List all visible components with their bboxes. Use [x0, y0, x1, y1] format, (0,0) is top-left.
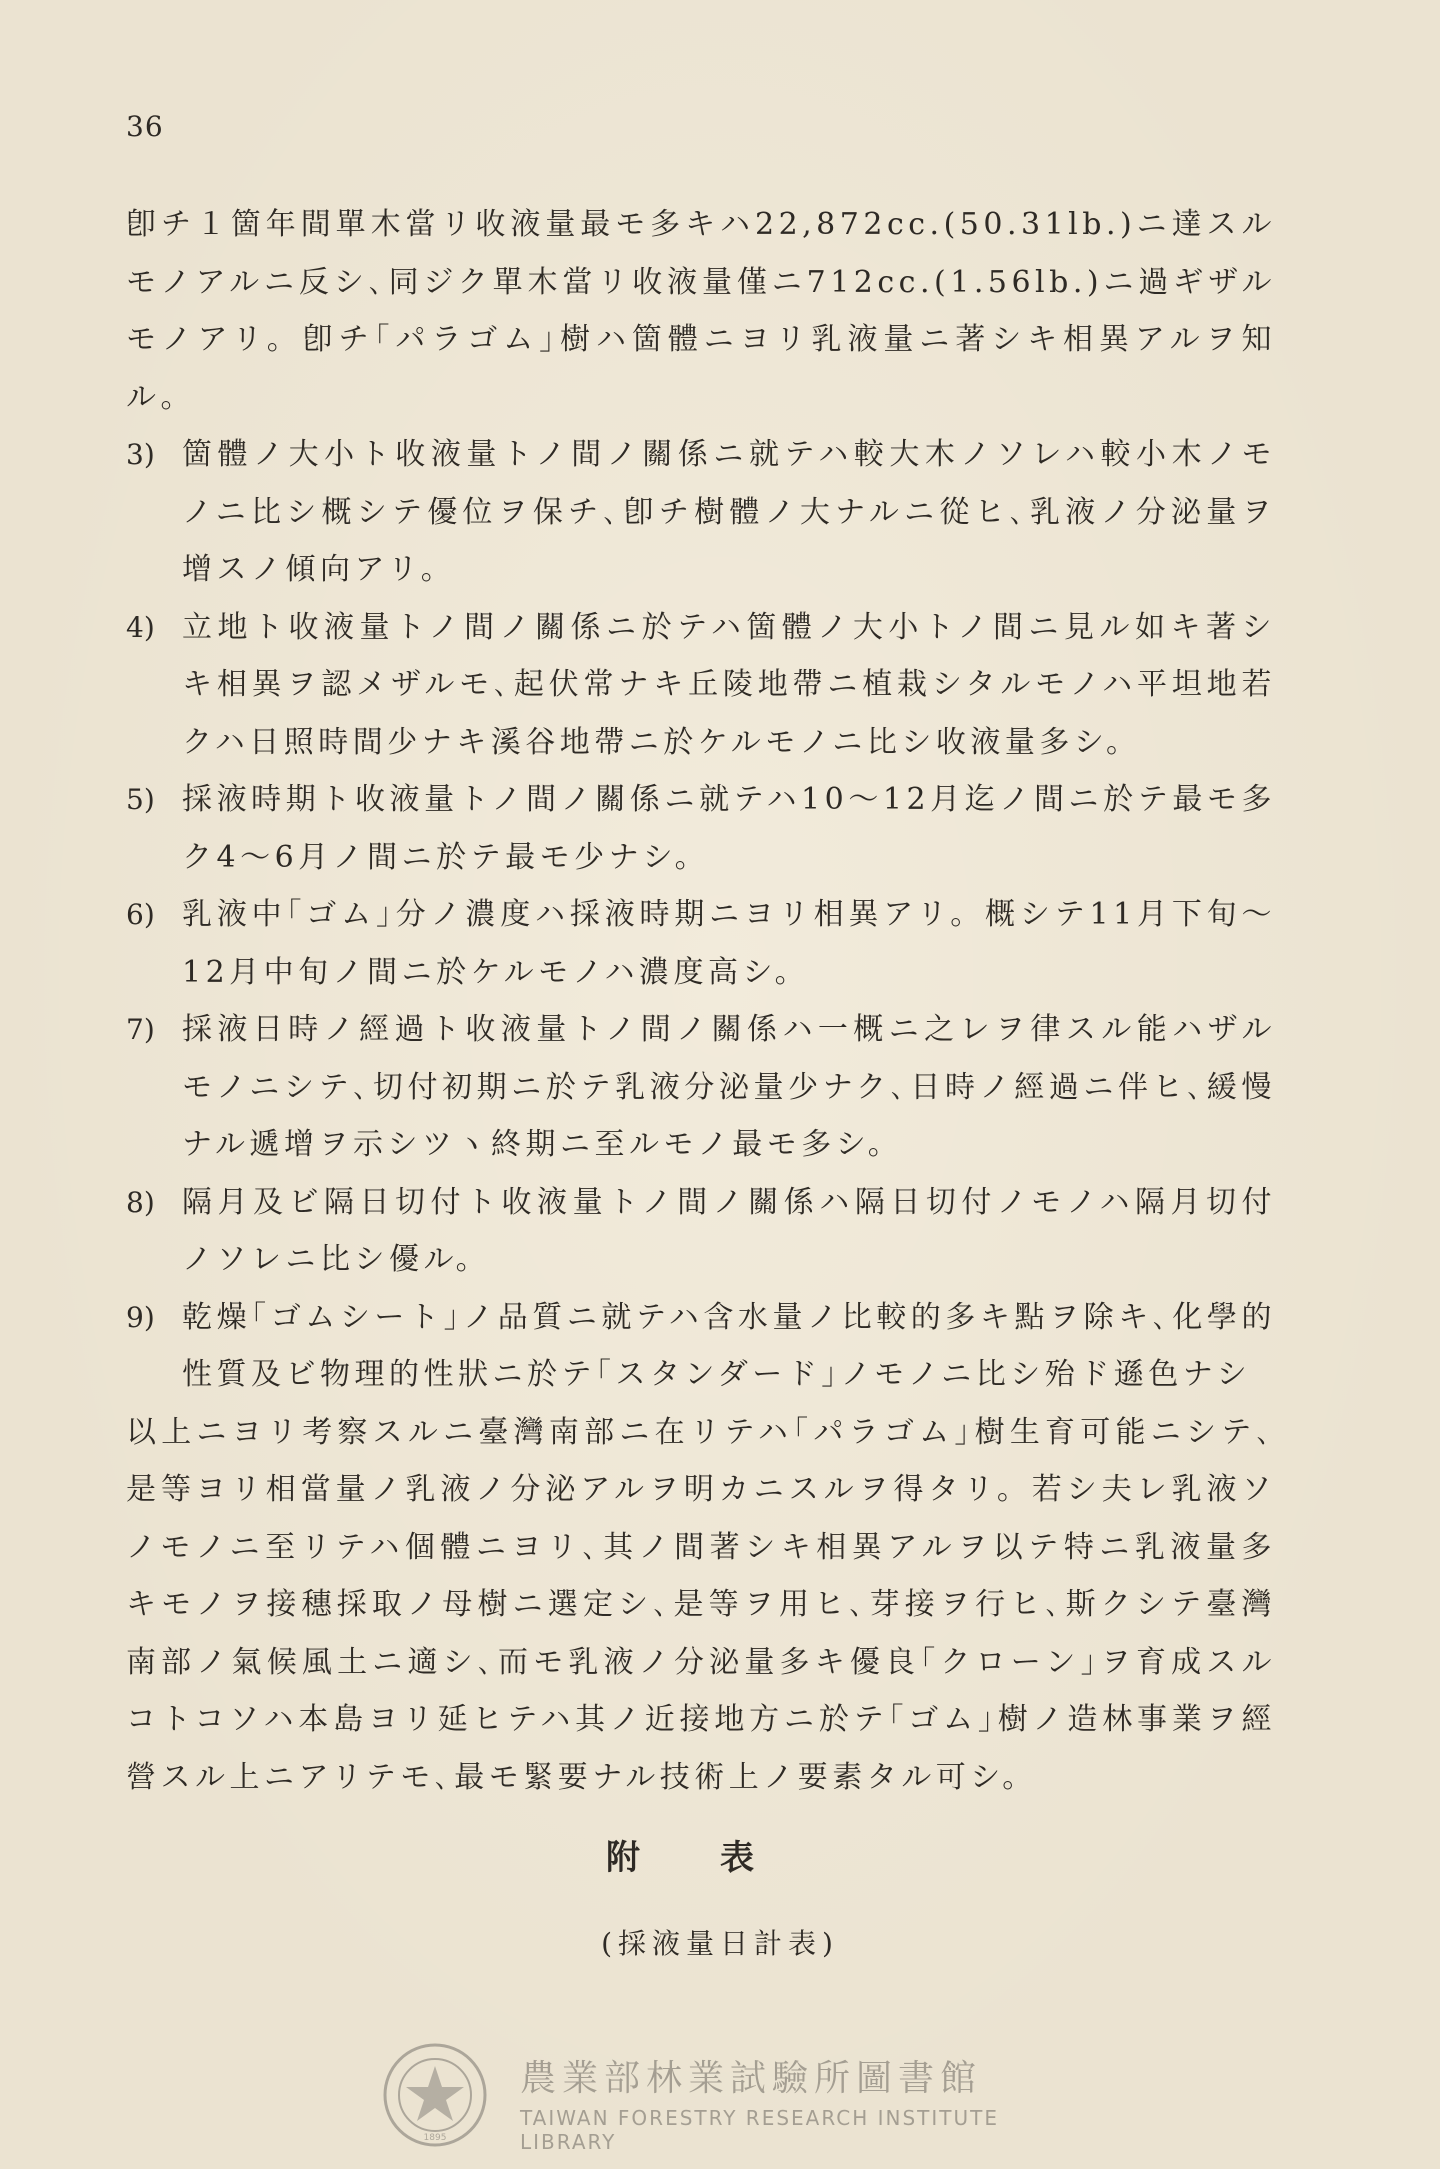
item-number: 7)	[126, 1013, 155, 1046]
library-name-chinese: 農業部林業試驗所圖書館	[520, 2058, 983, 2099]
item-text: 採液日時ノ經過ト收液量トノ間ノ關係ハ一概ニ之レヲ律スル能ハザルモノニシテ､切付初期ニ於テ乳液分泌量少ナク､日時ノ經過ニ伴ヒ､緩慢ナル遞增ヲ示シツヽ終期ニ至ルモノ最モ多シ。	[182, 1012, 1276, 1162]
library-name-english: TAIWAN FORESTRY RESEARCH INSTITUTE LIBRARY	[520, 2106, 999, 2154]
item-number: 5)	[126, 783, 155, 816]
seal-year: 1895	[423, 2133, 447, 2143]
intro-paragraph: 卽チ１箇年間單木當リ收液量最モ多キハ22,872cc.(50.31lb.)ニ達スルモノアルニ反シ､同ジク單木當リ收液量僅ニ712cc.(1.56lb.)ニ過ギザルモノアリ。卽チ｢パラゴム｣樹ハ箇體ニヨリ乳液量ニ著シキ相異アルヲ知ル｡	[126, 207, 1276, 415]
item-text: 乳液中｢ゴム｣分ノ濃度ハ採液時期ニヨリ相異アリ。概シテ11月下旬～12月中旬ノ間ニ於ケルモノハ濃度高シ。	[182, 897, 1276, 990]
item-text: 乾燥｢ゴムシート｣ノ品質ニ就テハ含水量ノ比較的多キ點ヲ除キ､化學的性質及ビ物理的性狀ニ於テ｢スタンダード｣ノモノニ比シ殆ド遜色ナシ	[182, 1299, 1276, 1392]
appendix-title: 附表	[606, 1838, 834, 1878]
list-item	[126, 1174, 1276, 1289]
item-number: 6)	[126, 898, 155, 931]
library-seal-icon	[380, 2040, 490, 2150]
list-item	[126, 886, 1276, 1001]
body-text	[126, 196, 1276, 1806]
list-item	[126, 599, 1276, 772]
conclusion-paragraph: 以上ニヨリ考察スルニ臺灣南部ニ在リテハ｢パラゴム｣樹生育可能ニシテ､是等ヨリ相當量ノ乳液ノ分泌アルヲ明カニスルヲ得タリ。若シ夫レ乳液ソノモノニ至リテハ個體ニヨリ､其ノ間著シキ相異アルヲ以テ特ニ乳液量多キモノヲ接穗採取ノ母樹ニ選定シ､是等ヲ用ヒ､芽接ヲ行ヒ､斯クシテ臺灣南部ノ氣候風土ニ適シ､而モ乳液ノ分泌量多キ優良｢クローン｣ヲ育成スルコトコソハ本島ヨリ延ヒテハ其ノ近接地方ニ於テ｢ゴム｣樹ノ造林事業ヲ經營スル上ニアリテモ､最モ緊要ナル技術上ノ要素タル可シ。	[126, 1414, 1276, 1795]
item-text: 採液時期ト收液量トノ間ノ關係ニ就テハ10～12月迄ノ間ニ於テ最モ多ク4～6月ノ間ニ於テ最モ少ナシ。	[182, 782, 1276, 875]
item-number: 4)	[126, 610, 155, 644]
list-item	[126, 771, 1276, 886]
appendix-subtitle: (採液量日計表)	[601, 1927, 839, 1960]
item-text: 隔月及ビ隔日切付ト收液量トノ間ノ關係ハ隔日切付ノモノハ隔月切付ノソレニ比シ優ル。	[182, 1184, 1276, 1277]
list-item	[126, 1001, 1276, 1174]
page-number: 36	[126, 110, 164, 143]
list-item	[126, 1289, 1276, 1404]
item-number: 9)	[126, 1300, 155, 1334]
item-text: 立地ト收液量トノ間ノ關係ニ於テハ箇體ノ大小トノ間ニ見ル如キ著シキ相異ヲ認メザルモ､起伏常ナキ丘陵地帶ニ植栽シタルモノハ平坦地若クハ日照時間少ナキ溪谷地帶ニ於ケルモノニ比シ收液量多シ。	[182, 609, 1276, 760]
list-item	[126, 426, 1276, 599]
item-text: 箇體ノ大小ト收液量トノ間ノ關係ニ就テハ較大木ノソレハ較小木ノモノニ比シ概シテ優位ヲ保チ､卽チ樹體ノ大ナルニ從ヒ､乳液ノ分泌量ヲ增スノ傾向アリ。	[182, 437, 1276, 587]
item-number: 8)	[126, 1185, 155, 1219]
library-watermark	[380, 2040, 1100, 2154]
item-number: 3)	[126, 438, 155, 471]
